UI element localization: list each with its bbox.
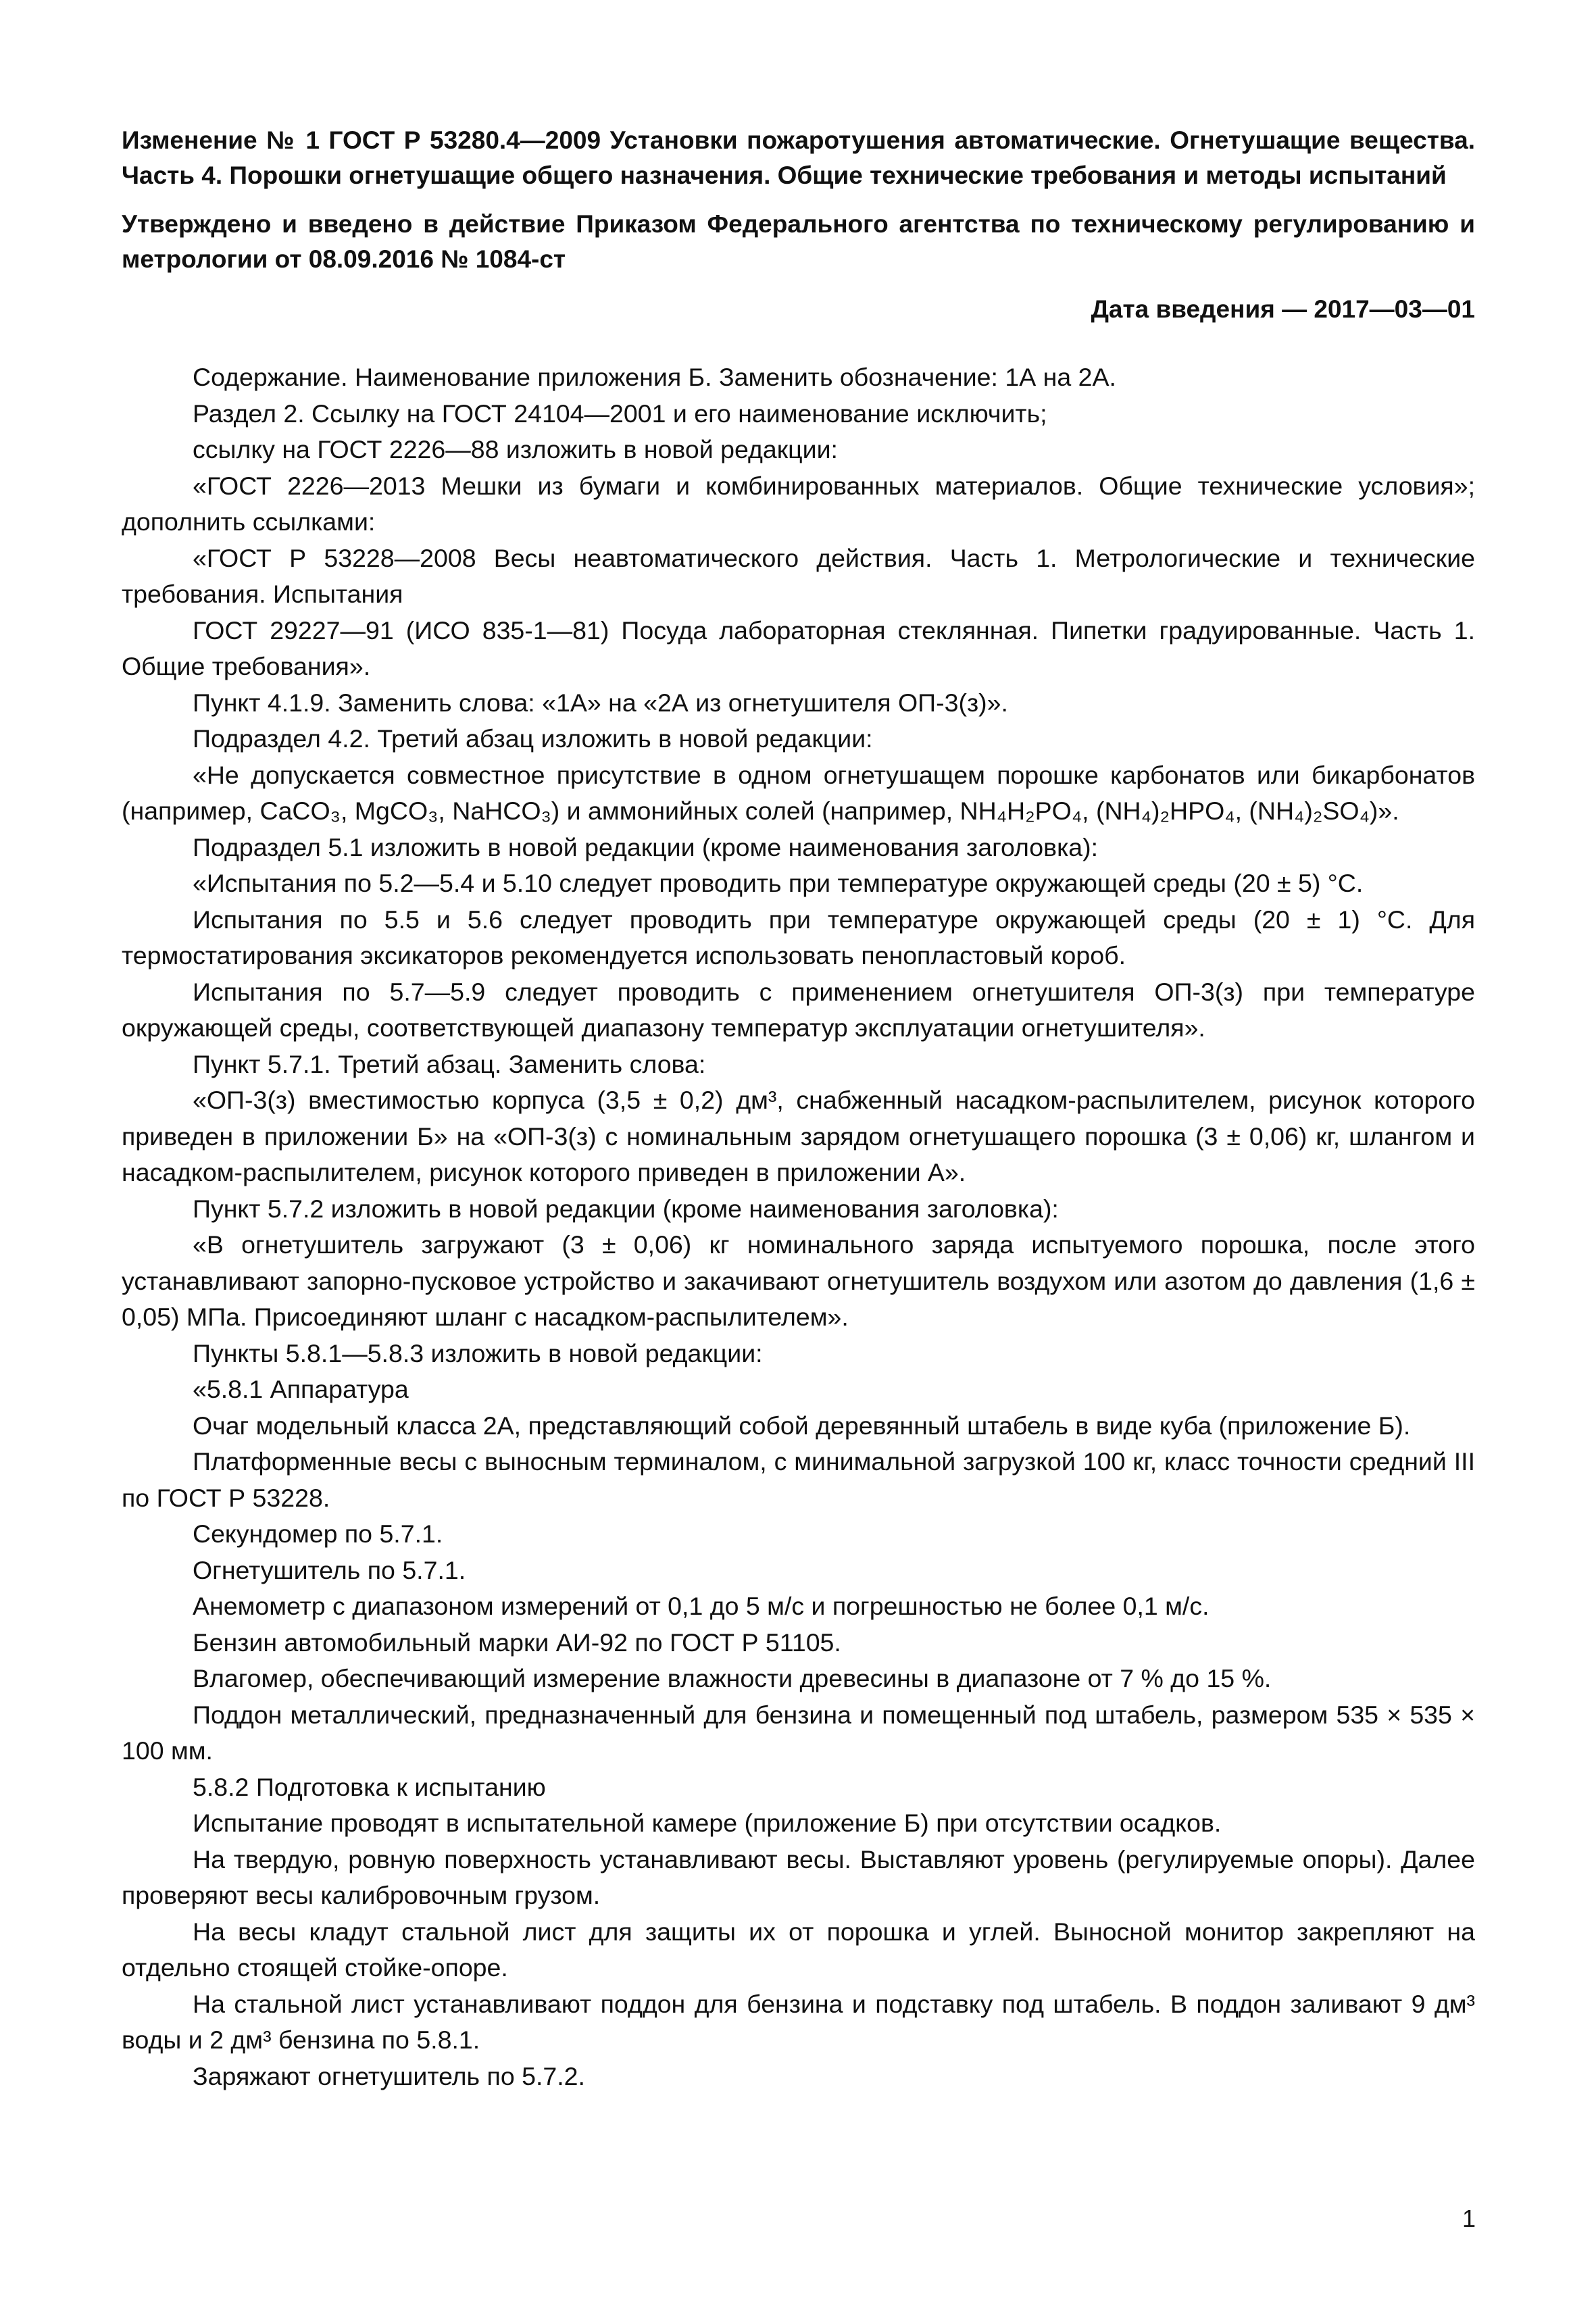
page-number: 1: [1462, 2205, 1476, 2232]
document-title: Изменение № 1 ГОСТ Р 53280.4—2009 Установки пожаротушения автоматические. Огнетушащие вещества. Часть 4. Порошки огнетушащие общего назначения. Общие технические требования и методы испытаний: [122, 126, 1475, 189]
paragraph: «5.8.1 Аппаратура: [193, 1375, 409, 1403]
paragraph: Подраздел 4.2. Третий абзац изложить в новой редакции:: [193, 724, 873, 753]
paragraph: Заряжают огнетушитель по 5.7.2.: [193, 2061, 585, 2090]
paragraph: Раздел 2. Ссылку на ГОСТ 24104—2001 и его наименование исключить;: [193, 399, 1047, 428]
paragraph: «ОП-3(з) вместимостью корпуса (3,5 ± 0,2) дм³, снабженный насадком-распылителем, рисунок которого приведен в приложении Б» на «ОП-3(з) с номинальным зарядом огнетушащего порошка (3 ± 0,06) кг, шлангом и насадком-распылителем, рисунок которого приведен в приложении А».: [122, 1086, 1475, 1186]
paragraph: Бензин автомобильный марки АИ-92 по ГОСТ Р 51105.: [193, 1628, 841, 1657]
paragraph: «В огнетушитель загружают (3 ± 0,06) кг номинального заряда испытуемого порошка, после этого устанавливают запорно-пусковое устройство и закачивают огнетушитель воздухом или азотом до давления (1,6 ± 0,05) МПа. Присоединяют шланг с насадком-распылителем».: [122, 1230, 1475, 1331]
approval-statement: Утверждено и введено в действие Приказом Федерального агентства по техническому регулированию и метрологии от 08.09.2016 № 1084-ст: [122, 210, 1475, 273]
paragraph: Испытание проводят в испытательной камере (приложение Б) при отсутствии осадков.: [193, 1809, 1222, 1837]
paragraph: На стальной лист устанавливают поддон для бензина и подставку под штабель. В поддон заливают 9 дм³ воды и 2 дм³ бензина по 5.8.1.: [122, 1989, 1475, 2054]
document-body: [122, 359, 1475, 2094]
paragraph: Секундомер по 5.7.1.: [193, 1519, 443, 1548]
paragraph: Пункт 5.7.1. Третий абзац. Заменить слова:: [193, 1049, 706, 1078]
paragraph: 5.8.2 Подготовка к испытанию: [193, 1772, 546, 1801]
paragraph: Испытания по 5.7—5.9 следует проводить с применением огнетушителя ОП-3(з) при температуре окружающей среды, соответствующей диапазону температур эксплуатации огнетушителя».: [122, 977, 1475, 1042]
paragraph: Пункт 5.7.2 изложить в новой редакции (кроме наименования заголовка):: [193, 1194, 1059, 1223]
paragraph: Испытания по 5.5 и 5.6 следует проводить при температуре окружающей среды (20 ± 1) °С. Для термостатирования эксикаторов рекомендуется использовать пенопластовый короб.: [122, 905, 1475, 970]
paragraph: На твердую, ровную поверхность устанавливают весы. Выставляют уровень (регулируемые опоры). Далее проверяют весы калибровочным грузом.: [122, 1844, 1475, 1909]
paragraph: «ГОСТ 2226—2013 Мешки из бумаги и комбинированных материалов. Общие технические условия»; дополнить ссылками:: [122, 471, 1475, 536]
paragraph: Подраздел 5.1 изложить в новой редакции (кроме наименования заголовка):: [193, 832, 1099, 861]
paragraph: «ГОСТ Р 53228—2008 Весы неавтоматического действия. Часть 1. Метрологические и технические требования. Испытания: [122, 543, 1475, 608]
paragraph: «Не допускается совместное присутствие в одном огнетушащем порошке карбонатов или бикарбонатов (например, CaCO₃, MgCO₃, NaHCO₃) и аммонийных солей (например, NH₄H₂PO₄, (NH₄)₂HPO₄, (NH₄)₂SO₄)».: [122, 760, 1475, 825]
paragraph: «Испытания по 5.2—5.4 и 5.10 следует проводить при температуре окружающей среды (20 ± 5) °С.: [193, 869, 1364, 897]
paragraph: Огнетушитель по 5.7.1.: [193, 1555, 466, 1584]
paragraph: Содержание. Наименование приложения Б. Заменить обозначение: 1А на 2А.: [193, 363, 1116, 391]
effective-date: Дата введения — 2017—03—01: [1091, 295, 1475, 323]
paragraph: ГОСТ 29227—91 (ИСО 835-1—81) Посуда лабораторная стеклянная. Пипетки градуированные. Часть 1. Общие требования».: [122, 615, 1475, 680]
paragraph: Платформенные весы с выносным терминалом, с минимальной загрузкой 100 кг, класс точности средний III по ГОСТ Р 53228.: [122, 1447, 1475, 1512]
paragraph: Очаг модельный класса 2А, представляющий собой деревянный штабель в виде куба (приложение Б).: [193, 1411, 1411, 1440]
document-page: [122, 123, 1475, 2094]
paragraph: ссылку на ГОСТ 2226—88 изложить в новой редакции:: [193, 435, 838, 463]
paragraph: На весы кладут стальной лист для защиты их от порошка и углей. Выносной монитор закрепляют на отдельно стоящей стойке-опоре.: [122, 1917, 1475, 1982]
paragraph: Влагомер, обеспечивающий измерение влажности древесины в диапазоне от 7 % до 15 %.: [193, 1664, 1272, 1692]
paragraph: Пункт 4.1.9. Заменить слова: «1А» на «2А из огнетушителя ОП-3(з)».: [193, 688, 1008, 717]
paragraph: Пункты 5.8.1—5.8.3 изложить в новой редакции:: [193, 1338, 763, 1367]
paragraph: Анемометр с диапазоном измерений от 0,1 до 5 м/с и погрешностью не более 0,1 м/с.: [193, 1592, 1210, 1620]
paragraph: Поддон металлический, предназначенный для бензина и помещенный под штабель, размером 535 × 535 × 100 мм.: [122, 1700, 1475, 1765]
